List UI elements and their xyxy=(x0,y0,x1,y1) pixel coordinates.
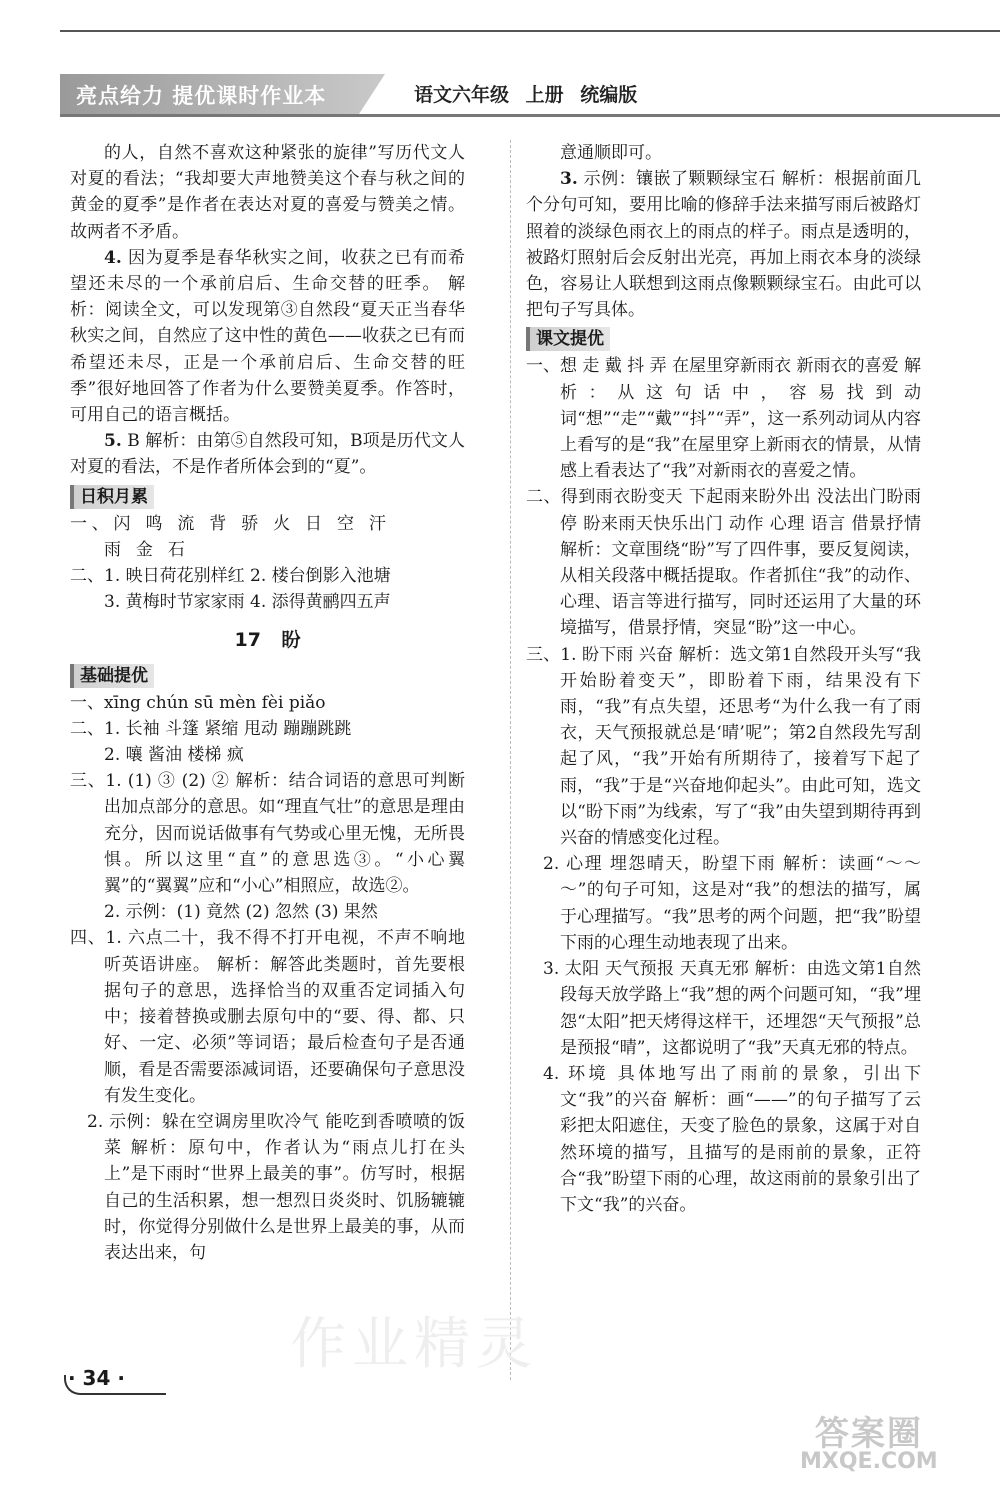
answer-line: 二、1. 长袖 斗篷 紧缩 甩动 蹦蹦跳跳 xyxy=(70,718,352,739)
item-text: 示例：镶嵌了颗颗绿宝石 解析：根据前面几个分句可知，要用比喻的修辞手法来描写雨后被路灯照着的淡绿色雨衣上的雨点的样子。雨点是透明的，被路灯照射后会反射出光亮，再加上雨衣本身的淡绿色，容易让人联想到这雨点像颗颗绿宝石。由此可以把句子写具体。 xyxy=(526,169,922,321)
header-series-title: 亮点给力 提优课时作业本 xyxy=(76,84,327,108)
answer-item: 一、想 走 戴 抖 弄 在屋里穿新雨衣 新雨衣的喜爱 解析：从这句话中，容易找到动词“想”“走”“戴”“抖”“弄”，这一系列动词从内容上看写的是“我”在屋里穿上新雨衣的情景，从情感上看表达了“我”对新雨衣的喜爱之情。 xyxy=(526,356,921,482)
item-text: 因为夏季是春华秋实之间，收获之已有而希望还未尽的一个承前启后、生命交替的旺季。 解析：阅读全文，可以发现第③自然段“夏天正当春华秋实之间，自然应了这中性的黄色——收获之已有而希望还未尽，正是一个承前启后、生命交替的旺季”很好地回答了作者为什么要赞美夏季。作答时，可用自己的语言概括。 xyxy=(70,247,465,426)
answer-line: 2. 示例：(1) 竟然 (2) 忽然 (3) 果然 xyxy=(104,902,378,923)
answer-line: 一、闪 鸣 流 背 骄 火 日 空 汗 xyxy=(70,513,391,534)
item-number: 4. xyxy=(104,247,122,268)
right-column xyxy=(526,140,921,1218)
answer-line: 2. 嚷 酱油 楼梯 疯 xyxy=(104,745,244,766)
left-column xyxy=(70,140,465,1266)
header-rule xyxy=(60,114,1000,117)
answer-item: 2. 心理 埋怨晴天，盼望下雨 解析：读画“～～～”的句子可知，这是对“我”的想法的描写，属于心理描写。“我”思考的两个问题，把“我”盼望下雨的心理生动地表现了出来。 xyxy=(543,854,921,953)
section-heading: 基础提优 xyxy=(70,664,154,688)
answer-line: 雨 金 石 xyxy=(104,539,190,560)
answer-item: 4. 环境 具体地写出了雨前的景象，引出下文“我”的兴奋 解析：画“——”的句子描写了云彩把太阳遮住，天变了脸色的景象，这属于对自然环境的描写，且描写的是雨前的景象，正符合“我”盼望下雨的心理，故这雨前的景象引出了下文“我”的兴奋。 xyxy=(543,1063,921,1215)
answer-item xyxy=(70,428,465,480)
answer-item: 三、1. 盼下雨 兴奋 解析：选文第1自然段开头写“我开始盼着变天”，即盼着下雨，结果没有下雨，“我”有点失望，还思考“为什么我一有了雨衣，天气预报就总是‘晴’呢”；第2自然段先写刮起了风，“我”开始有所期待了，接着写下起了雨，“我”于是“兴奋地仰起头”。由此可知，选文以“盼下雨”为线索，写了“我”由失望到期待再到兴奋的情感变化过程。 xyxy=(526,644,921,849)
answer-item: 2. 示例：躲在空调房里吹冷气 能吃到香喷喷的饭菜 解析：原句中，作者认为“雨点儿打在头上”是下雨时“世界上最美的事”。仿写时，根据自己的生活积累，想一想烈日炎炎时、饥肠辘辘时，你觉得分别做什么是世界上最美的事，从而表达出来，句 xyxy=(87,1111,465,1263)
logo-url: MXQE.COM xyxy=(800,1449,938,1474)
item-number: 5. xyxy=(104,431,122,452)
section-heading: 日积月累 xyxy=(70,485,154,509)
answer-item xyxy=(526,166,921,323)
item-text: B 解析：由第⑤自然段可知，B项是历代文人对夏的看法，不是作者所体会到的“夏”。 xyxy=(70,431,466,478)
item-number: 3. xyxy=(560,169,578,190)
answer-item: 三、1. (1) ③ (2) ② 解析：结合词语的意思可判断出加点部分的意思。如“理直气壮”的意思是理由充分，因而说话做事有气势或心里无愧，无所畏惧。所以这里“直”的意思选③。“小心翼翼”的“翼翼”应和“小心”相照应，故选②。 xyxy=(70,771,465,897)
answer-line: 一、xīng chún sū mèn fèi piǎo xyxy=(70,692,326,713)
logo-text: 答案圈 xyxy=(814,1414,923,1454)
site-logo xyxy=(800,1414,938,1476)
answer-line: 3. 黄梅时节家家雨 4. 添得黄鹂四五声 xyxy=(104,592,391,613)
page-number: · 34 · xyxy=(68,1366,125,1390)
paragraph: 意通顺即可。 xyxy=(560,143,662,163)
answer-item xyxy=(70,245,465,428)
column-divider xyxy=(510,140,511,1380)
watermark-text: 作业精灵 xyxy=(290,1312,538,1377)
answer-line: 二、1. 映日荷花别样红 2. 楼台倒影入池塘 xyxy=(70,566,391,587)
header-subject-info: 语文六年级 上册 统编版 xyxy=(414,84,638,106)
answer-item: 二、得到雨衣盼变天 下起雨来盼外出 没法出门盼雨停 盼来雨天快乐出门 动作 心理 语言 借景抒情 解析：文章围绕“盼”写了四件事，要反复阅读，从相关段落中概括提取。作者抓住“我”的动作、心理、语言等进行描写，同时还运用了大量的环境描写，借景抒情，突显“盼”这一中心。 xyxy=(526,487,921,639)
paragraph: 的人，自然不喜欢这种紧张的旋律”写历代文人对夏的看法；“我却要大声地赞美这个春与秋之间的黄金的夏季”是作者在表达对夏的喜爱与赞美之情。故两者不矛盾。 xyxy=(70,143,465,242)
top-border-line xyxy=(60,30,1000,32)
lesson-title: 17 盼 xyxy=(234,629,301,652)
section-heading: 课文提优 xyxy=(526,327,610,351)
answer-item: 3. 太阳 天气预报 天真无邪 解析：由选文第1自然段每天放学路上“我”想的两个问题可知，“我”埋怨“太阳”把天烤得这样干，还埋怨“天气预报”总是预报“晴”，这都说明了“我”天真无邪的特点。 xyxy=(543,959,921,1058)
answer-item: 四、1. 六点二十，我不得不打开电视，不声不响地听英语讲座。 解析：解答此类题时，首先要根据句子的意思，选择恰当的双重否定词插入句中；接着替换或删去原句中的“要、得、都、只好、一定、必须”等词语；最后检查句子是否通顺，看是否需要添减词语，还要确保句子意思没有发生变化。 xyxy=(70,928,465,1106)
